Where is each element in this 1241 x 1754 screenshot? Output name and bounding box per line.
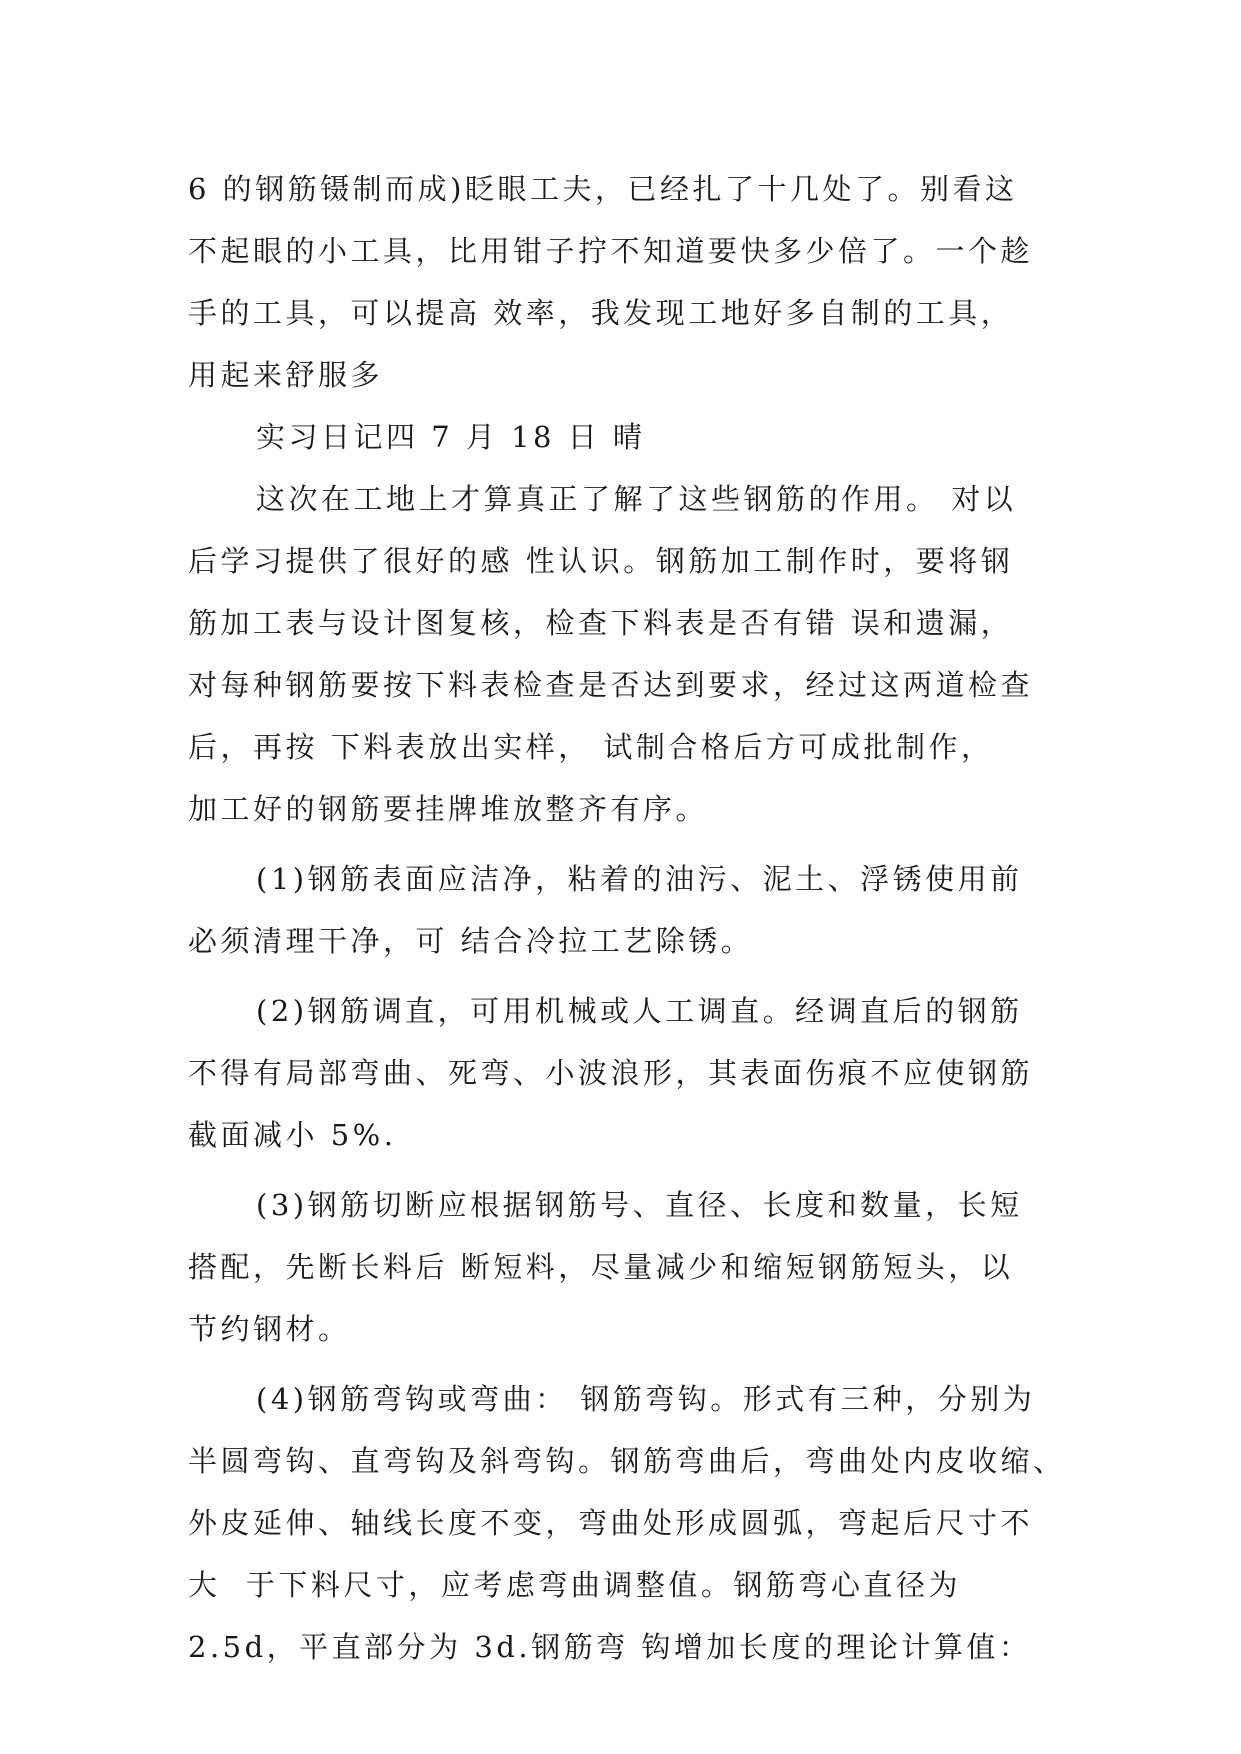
text-line: 必须清理干净，可 结合冷拉工艺除锈。 (188, 924, 754, 958)
text-line: 这次在工地上才算真正了解了这些钢筋的作用。 对以 (256, 482, 1017, 516)
diary-heading: 实习日记四 7 月 18 日 晴 (256, 420, 646, 454)
text-line: 半圆弯钩、直弯钩及斜弯钩。钢筋弯曲后，弯曲处内皮收缩、 (188, 1444, 1066, 1478)
text-line: 筋加工表与设计图复核，检查下料表是否有错 误和遗漏， (188, 606, 1014, 640)
text-line: 手的工具，可以提高 效率，我发现工地好多自制的工具， (188, 296, 1014, 330)
text-line: 加工好的钢筋要挂牌堆放整齐有序。 (188, 792, 709, 826)
text-line: 外皮延伸、轴线长度不变，弯曲处形成圆弧，弯起后尺寸不 (188, 1506, 1034, 1540)
text-line: 大 于下料尺寸，应考虑弯曲调整值。钢筋弯心直径为 (188, 1568, 961, 1602)
document-body (188, 158, 1066, 1678)
text-line: 节约钢材。 (188, 1312, 351, 1346)
text-line: 对每种钢筋要按下料表检查是否达到要求，经过这两道检查 (188, 668, 1034, 702)
text-line: 不得有局部弯曲、死弯、小波浪形，其表面伤痕不应使钢筋 (188, 1056, 1034, 1090)
list-item-4: (4)钢筋弯钩或弯曲： 钢筋弯钩。形式有三种，分别为 (256, 1382, 1036, 1416)
list-item-3: (3)钢筋切断应根据钢筋号、直径、长度和数量，长短 (256, 1188, 1023, 1222)
list-item-1: (1)钢筋表面应洁净，粘着的油污、泥土、浮锈使用前 (256, 862, 1023, 896)
text-line: 后，再按 下料表放出实样， 试制合格后方可成批制作， (188, 730, 994, 764)
text-line: 后学习提供了很好的感 性认识。钢筋加工制作时，要将钢 (188, 544, 1014, 578)
text-line: 6 的钢筋镊制而成)眨眼工夫，已经扎了十几处了。别看这 (188, 172, 1018, 206)
text-line: 2.5d，平直部分为 3d.钢筋弯 钩增加长度的理论计算值： (188, 1630, 1032, 1664)
text-line: 截面减小 5%. (188, 1118, 397, 1152)
text-line: 用起来舒服多 (188, 358, 384, 392)
list-item-2: (2)钢筋调直，可用机械或人工调直。经调直后的钢筋 (256, 994, 1023, 1028)
text-line: 不起眼的小工具，比用钳子拧不知道要快多少倍了。一个趁 (188, 234, 1034, 268)
text-line: 搭配，先断长料后 断短料，尽量减少和缩短钢筋短头，以 (188, 1250, 1014, 1284)
